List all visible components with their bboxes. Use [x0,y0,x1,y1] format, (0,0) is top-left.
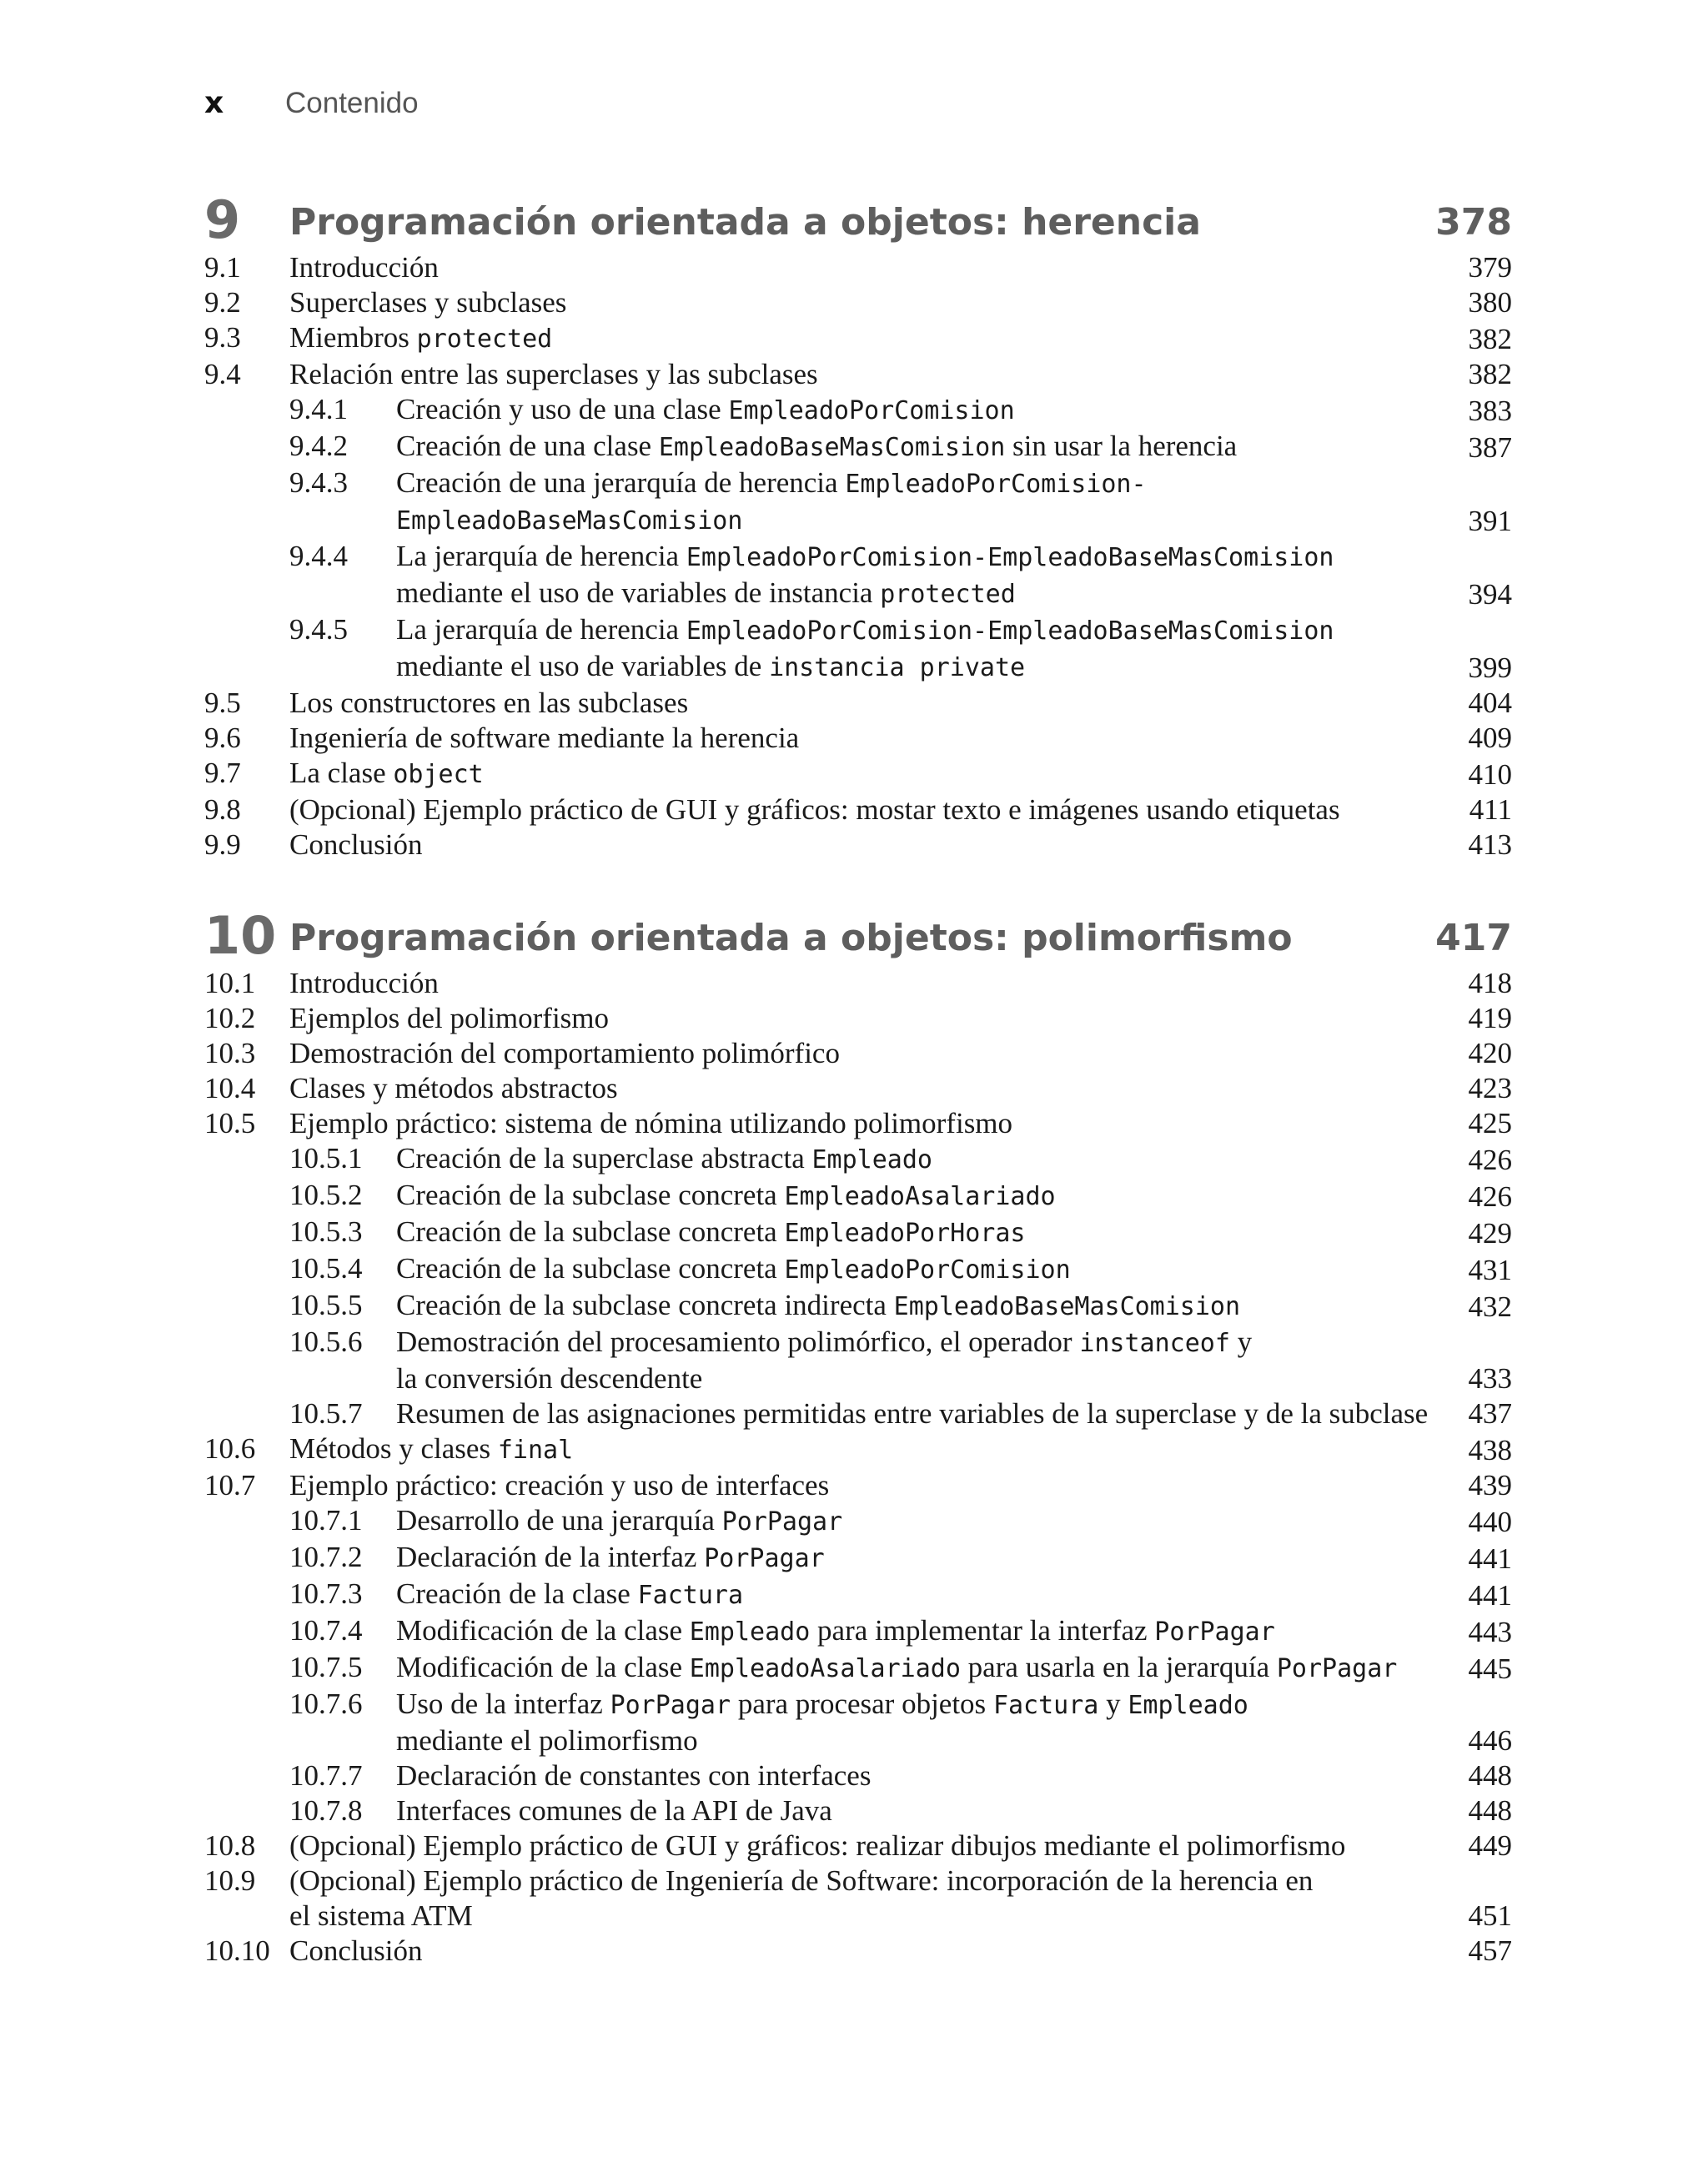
toc-subsection [204,1325,1512,1396]
chapter-title: Programación orientada a objetos: polimorfismo [289,917,1293,959]
section-title [289,357,1429,392]
section-page: 420 [1468,1037,1512,1069]
title-line [396,1577,1429,1613]
section-title [396,1288,1429,1325]
toc-subsection [204,1540,1512,1577]
title-text: Creación de la subclase concreta [396,1252,785,1285]
section-number: 9.6 [204,722,241,754]
section-page: 441 [1468,1579,1512,1612]
toc-subsection [204,465,1512,539]
toc-subsection [204,1288,1512,1325]
section-number: 10.2 [204,1002,256,1034]
code-term: PorPagar [1276,1654,1398,1683]
title-line [396,1325,1429,1361]
section-title [396,1793,1429,1828]
code-term: Factura [992,1691,1099,1720]
section-page: 379 [1468,251,1512,284]
title-line [396,465,1429,502]
title-line [289,1468,1429,1503]
title-text: Creación de una clase [396,430,659,462]
title-line [396,1540,1429,1577]
page-number: x [204,86,224,120]
section-page: 440 [1468,1506,1512,1538]
section-title [289,1036,1429,1071]
section-number: 10.5.1 [289,1142,363,1175]
title-line [289,1036,1429,1071]
title-text: Miembros [289,321,417,354]
section-title [396,1613,1429,1650]
section-title [396,1503,1429,1540]
toc-section [204,357,1512,392]
title-text: para procesar objetos [731,1688,993,1720]
section-number: 10.7.6 [289,1688,363,1720]
toc-subsection [204,612,1512,686]
title-text: Creación y uso de una clase [396,393,729,425]
section-title [289,320,1429,357]
toc-subsection [204,1141,1512,1178]
toc-section [204,285,1512,320]
section-page: 451 [1468,1899,1512,1932]
section-number: 10.7.7 [289,1759,363,1792]
section-number: 10.10 [204,1934,270,1967]
toc-subsection [204,1396,1512,1431]
chapter-number: 9 [204,189,241,250]
section-number: 10.7 [204,1469,256,1501]
section-number: 10.7.5 [289,1651,363,1683]
title-text: (Opcional) Ejemplo práctico de Ingeniería de Software: incorporación de la herencia en [289,1864,1314,1897]
title-text: Declaración de constantes con interfaces [396,1759,872,1792]
toc-section [204,827,1512,863]
section-page: 445 [1468,1652,1512,1685]
chapter-page: 378 [1435,201,1512,244]
title-text: La clase [289,757,394,789]
section-page: 437 [1468,1397,1512,1430]
section-page: 426 [1468,1144,1512,1176]
code-term: Empleado [689,1617,811,1647]
code-term: instanceof [1079,1329,1230,1358]
section-number: 10.7.2 [289,1541,363,1573]
title-line [396,1178,1429,1215]
title-text: Creación de la subclase concreta indirecta [396,1289,894,1321]
code-term: Empleado [811,1145,932,1175]
section-number: 10.1 [204,967,256,999]
code-term: protected [416,324,553,354]
toc-subsection [204,1613,1512,1650]
section-number: 10.3 [204,1037,256,1069]
section-page: 448 [1468,1794,1512,1827]
section-page: 426 [1468,1180,1512,1213]
section-title [396,1178,1429,1215]
toc-section [204,721,1512,756]
section-page: 457 [1468,1934,1512,1967]
section-page: 409 [1468,722,1512,754]
section-page: 439 [1468,1469,1512,1501]
section-number: 9.8 [204,793,241,826]
title-line [396,612,1429,649]
title-text: Modificación de la clase [396,1614,690,1647]
toc-section [204,966,1512,1001]
section-title [396,465,1429,539]
title-text: (Opcional) Ejemplo práctico de GUI y gráficos: mostar texto e imágenes usando etiquetas [289,793,1340,826]
section-page: 438 [1468,1434,1512,1466]
section-number: 9.4 [204,358,241,390]
code-term: EmpleadoAsalariado [784,1182,1056,1211]
table-of-contents [204,190,1512,1969]
title-line [396,1361,1429,1396]
title-line [396,1687,1429,1723]
section-page: 425 [1468,1107,1512,1139]
code-term: EmpleadoPorComision [784,1255,1071,1285]
code-term: EmpleadoPorComision-EmpleadoBaseMasComision [686,543,1334,572]
code-term: instancia private [769,653,1026,682]
title-text: el sistema ATM [289,1899,473,1932]
toc-subsection [204,1687,1512,1758]
title-text: Los constructores en las subclases [289,687,689,719]
section-title [396,1687,1429,1758]
section-page: 419 [1468,1002,1512,1034]
title-line [289,1001,1429,1036]
section-number: 10.5.3 [289,1215,363,1248]
toc-section [204,1468,1512,1503]
toc-subsection [204,1251,1512,1288]
section-title [396,1215,1429,1251]
section-title [396,1251,1429,1288]
title-line [396,1723,1429,1758]
toc-subsection [204,1178,1512,1215]
section-title [396,1396,1429,1431]
section-number: 10.5.5 [289,1289,363,1321]
section-title [396,612,1429,686]
title-line [289,1431,1429,1468]
title-line [396,1288,1429,1325]
title-line [396,1650,1429,1687]
section-title [396,1141,1429,1178]
toc-section [204,1071,1512,1106]
title-text: Interfaces comunes de la API de Java [396,1794,832,1827]
title-text: mediante el uso de variables de instancia [396,576,881,609]
section-number: 10.7.3 [289,1577,363,1610]
title-line [289,966,1429,1001]
title-text: Modificación de la clase [396,1651,690,1683]
title-text: La jerarquía de herencia [396,540,686,572]
title-text: Demostración del comportamiento polimórfico [289,1037,840,1069]
section-page: 410 [1468,758,1512,791]
title-text: sin usar la herencia [1005,430,1238,462]
section-number: 9.7 [204,757,241,789]
section-title [396,392,1429,429]
title-text: para implementar la interfaz [810,1614,1155,1647]
title-text: Resumen de las asignaciones permitidas entre variables de la superclase y de la subclase [396,1397,1429,1430]
section-title [289,1431,1429,1468]
toc-subsection [204,539,1512,612]
section-title [289,1001,1429,1036]
section-number: 9.9 [204,828,241,861]
section-title [289,1468,1429,1503]
code-term: Empleado [1128,1691,1248,1720]
toc-section [204,756,1512,792]
title-line [396,649,1429,686]
toc-section [204,792,1512,827]
title-text: Conclusión [289,828,423,861]
code-term: EmpleadoPorComision- [845,470,1147,499]
toc-subsection [204,1758,1512,1793]
toc-section [204,1431,1512,1468]
code-term: EmpleadoPorComision [728,396,1015,425]
title-text: Ejemplo práctico: creación y uso de interfaces [289,1469,830,1501]
code-term: EmpleadoBaseMasComision [658,433,1006,462]
title-text: Demostración del procesamiento polimórfico, el operador [396,1325,1080,1358]
title-line [289,250,1429,285]
title-line [396,1215,1429,1251]
section-number: 10.5.4 [289,1252,363,1285]
title-line [289,756,1429,792]
section-number: 10.5.6 [289,1325,363,1358]
code-term: EmpleadoPorHoras [784,1219,1026,1248]
toc-section [204,1934,1512,1969]
section-number: 10.5.2 [289,1179,363,1211]
code-term: PorPagar [610,1691,731,1720]
code-term: EmpleadoPorComision-EmpleadoBaseMasComision [686,616,1334,646]
title-text: para usarla en la jerarquía [960,1651,1277,1683]
section-page: 387 [1468,431,1512,464]
section-page: 404 [1468,687,1512,719]
title-text: y [1229,1325,1253,1358]
section-page: 433 [1468,1362,1512,1395]
section-title [396,1325,1429,1396]
section-page: 448 [1468,1759,1512,1792]
title-text: mediante el uso de variables de [396,650,770,682]
title-line [289,1899,1429,1934]
code-term: PorPagar [1154,1617,1275,1647]
title-text: Introducción [289,251,439,284]
title-text: Creación de una jerarquía de herencia [396,466,846,499]
title-text: La jerarquía de herencia [396,613,686,646]
section-title [396,1577,1429,1613]
section-page: 418 [1468,967,1512,999]
toc-subsection [204,1793,1512,1828]
title-line [289,827,1429,863]
title-text: Creación de la superclase abstracta [396,1142,812,1175]
title-line [396,1613,1429,1650]
title-text: Superclases y subclases [289,286,567,319]
title-text: Creación de la subclase concreta [396,1215,785,1248]
title-text: Creación de la subclase concreta [396,1179,785,1211]
section-number: 10.5 [204,1107,256,1139]
section-number: 9.5 [204,687,241,719]
code-term: final [497,1436,574,1465]
chapter-page: 417 [1435,917,1512,959]
title-line [396,539,1429,576]
section-page: 383 [1468,395,1512,427]
section-number: 9.4.2 [289,430,348,462]
section-title [289,1106,1429,1141]
section-page: 446 [1468,1724,1512,1757]
toc-subsection [204,1650,1512,1687]
code-term: EmpleadoBaseMasComision [396,506,743,536]
toc-section [204,1036,1512,1071]
title-line [289,1106,1429,1141]
toc-section [204,1001,1512,1036]
section-title [289,792,1429,827]
code-term: protected [880,580,1016,609]
section-page: 441 [1468,1542,1512,1575]
section-title [289,1828,1429,1864]
toc-subsection [204,429,1512,465]
title-line [396,502,1429,539]
section-title [396,1540,1429,1577]
title-text: Relación entre las superclases y las subclases [289,358,818,390]
section-title [396,539,1429,612]
section-page: 382 [1468,358,1512,390]
section-number: 10.6 [204,1432,256,1465]
title-text: y [1098,1688,1128,1720]
section-title [289,250,1429,285]
toc-subsection [204,392,1512,429]
section-title [289,827,1429,863]
section-title [289,966,1429,1001]
running-head: Contenido [285,87,419,119]
section-title [396,1758,1429,1793]
title-line [396,1503,1429,1540]
title-line [289,357,1429,392]
toc-subsection [204,1577,1512,1613]
section-title [396,429,1429,465]
code-term: PorPagar [704,1544,825,1573]
section-number: 9.1 [204,251,241,284]
title-line [289,285,1429,320]
title-text: Creación de la clase [396,1577,638,1610]
title-text: Declaración de la interfaz [396,1541,705,1573]
toc-section [204,250,1512,285]
section-number: 9.4.4 [289,540,348,572]
section-number: 9.4.1 [289,393,348,425]
toc-section [204,1828,1512,1864]
section-number: 10.8 [204,1829,256,1862]
toc-section [204,320,1512,357]
title-line [289,320,1429,357]
title-text: Ejemplos del polimorfismo [289,1002,610,1034]
section-title [289,1071,1429,1106]
chapter-number: 10 [204,905,277,966]
title-line [289,686,1429,721]
section-page: 391 [1468,505,1512,537]
title-line [289,1864,1429,1899]
title-text: Métodos y clases [289,1432,498,1465]
section-title [289,285,1429,320]
title-line [396,1793,1429,1828]
chapter-heading [204,190,1512,250]
title-text: Conclusión [289,1934,423,1967]
toc-subsection [204,1215,1512,1251]
title-text: Uso de la interfaz [396,1688,610,1720]
title-line [396,392,1429,429]
section-number: 9.3 [204,321,241,354]
title-text: la conversión descendente [396,1362,703,1395]
title-line [396,1251,1429,1288]
section-number: 9.4.3 [289,466,348,499]
title-line [289,721,1429,756]
section-title [289,1864,1429,1934]
section-title [289,1934,1429,1969]
section-title [289,756,1429,792]
code-term: EmpleadoBaseMasComision [893,1292,1241,1321]
section-number: 10.4 [204,1072,256,1104]
section-page: 432 [1468,1290,1512,1323]
title-line [396,1396,1429,1431]
section-number: 10.7.8 [289,1794,363,1827]
title-text: (Opcional) Ejemplo práctico de GUI y gráficos: realizar dibujos mediante el polimorfismo [289,1829,1346,1862]
section-number: 9.2 [204,286,241,319]
section-number: 9.4.5 [289,613,348,646]
code-term: PorPagar [721,1507,843,1537]
title-line [289,1934,1429,1969]
title-text: Introducción [289,967,439,999]
section-number: 10.5.7 [289,1397,363,1430]
section-number: 10.9 [204,1864,256,1897]
chapter-heading [204,906,1512,966]
section-title [396,1650,1429,1687]
code-term: Factura [637,1581,744,1610]
section-page: 431 [1468,1254,1512,1286]
section-page: 413 [1468,828,1512,861]
section-page: 443 [1468,1616,1512,1648]
title-line [289,792,1429,827]
title-line [396,1141,1429,1178]
toc-section [204,686,1512,721]
title-line [396,576,1429,612]
toc-subsection [204,1503,1512,1540]
toc-section [204,1864,1512,1934]
section-page: 449 [1468,1829,1512,1862]
section-page: 399 [1468,651,1512,684]
section-page: 423 [1468,1072,1512,1104]
section-page: 380 [1468,286,1512,319]
section-page: 429 [1468,1217,1512,1250]
title-text: Ingeniería de software mediante la herencia [289,722,800,754]
section-page: 411 [1469,793,1512,826]
code-term: EmpleadoAsalariado [689,1654,961,1683]
section-page: 382 [1468,323,1512,355]
title-line [396,1758,1429,1793]
title-line [396,429,1429,465]
code-term: object [393,760,484,789]
title-text: mediante el polimorfismo [396,1724,698,1757]
section-title [289,686,1429,721]
section-number: 10.7.1 [289,1504,363,1537]
title-line [289,1828,1429,1864]
chapter-title: Programación orientada a objetos: herencia [289,201,1201,244]
title-line [289,1071,1429,1106]
section-number: 10.7.4 [289,1614,363,1647]
title-text: Ejemplo práctico: sistema de nómina utilizando polimorfismo [289,1107,1013,1139]
title-text: Desarrollo de una jerarquía [396,1504,722,1537]
toc-section [204,1106,1512,1141]
title-text: Clases y métodos abstractos [289,1072,618,1104]
section-title [289,721,1429,756]
section-page: 394 [1468,578,1512,611]
